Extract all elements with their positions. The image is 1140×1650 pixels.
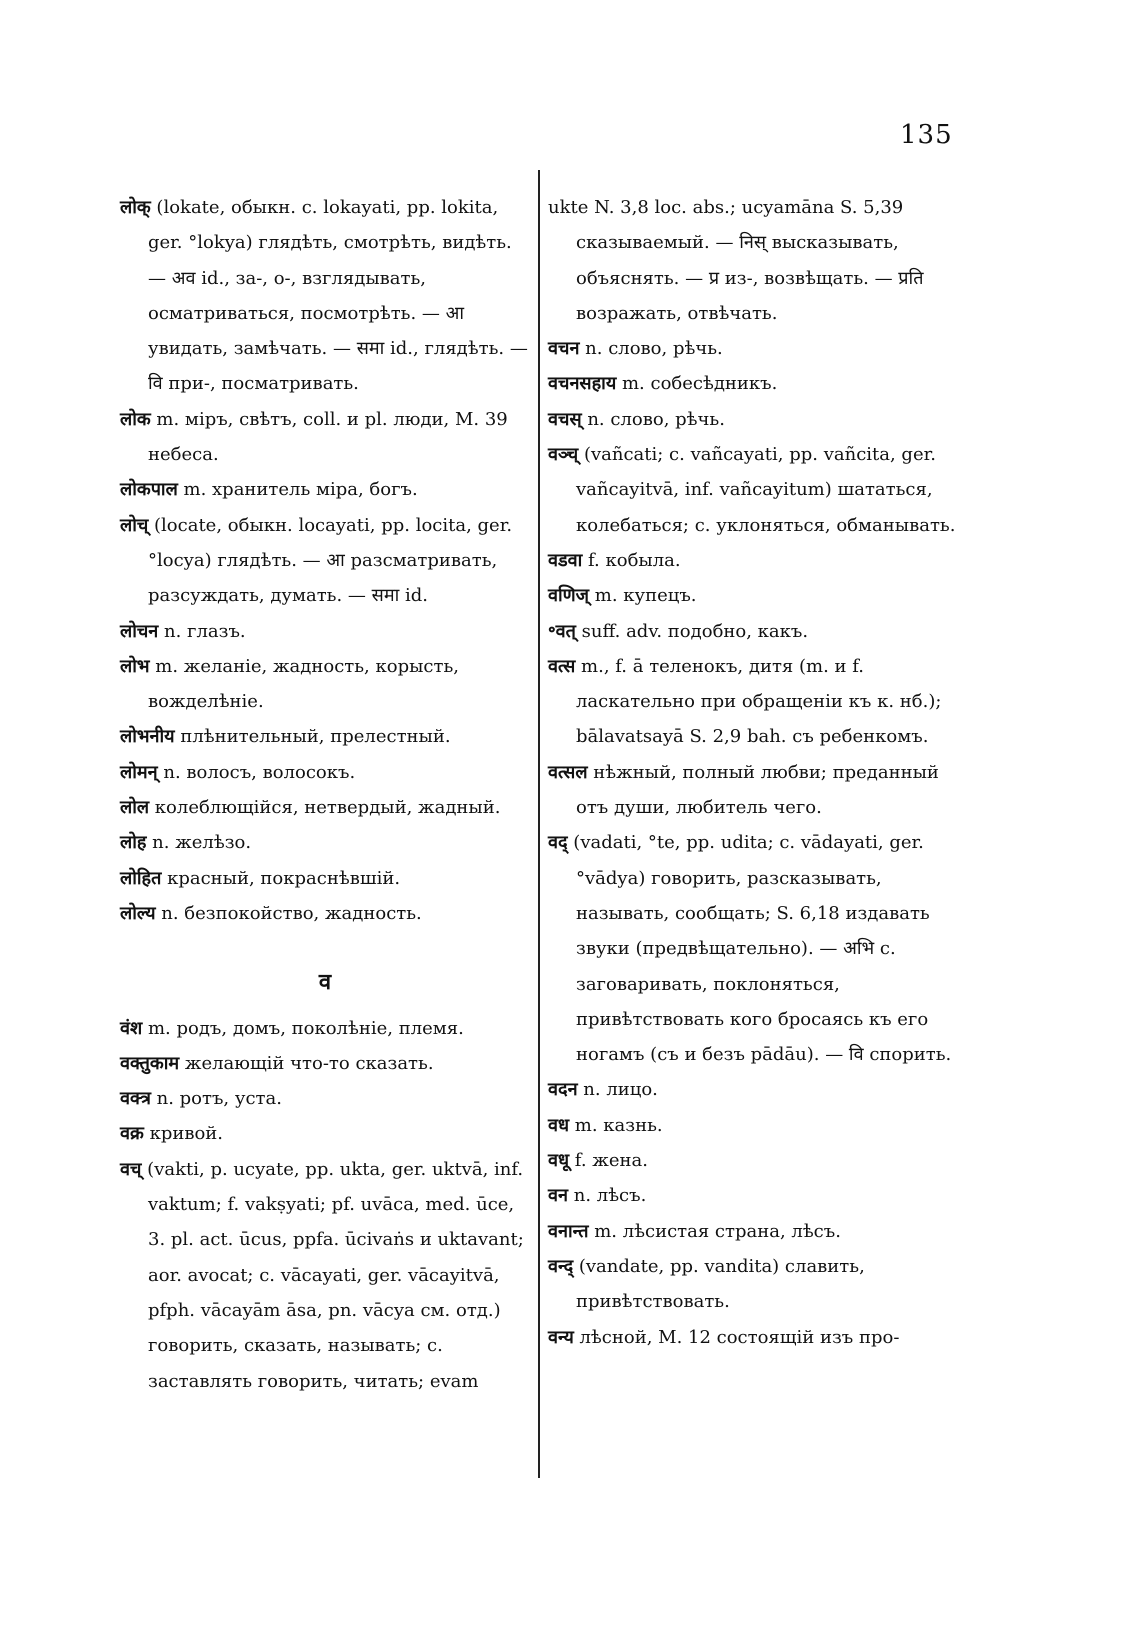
entry-text: (lokate, обыкн. c. lokayati, pp. lokita, ger. °lokya) глядѣть, смотрѣть, видѣть. — अव id., за-, о-, взглядывать, осматриваться, посмотрѣть. — आ увидать, замѣчать. — समा id., глядѣть. — वि при-, посматривать. bbox=[148, 197, 528, 395]
entry-headword: वचन bbox=[548, 338, 580, 360]
dictionary-entry bbox=[120, 896, 530, 931]
entry-headword: वडवा bbox=[548, 549, 583, 571]
dictionary-entry bbox=[548, 578, 958, 613]
dictionary-entry bbox=[548, 649, 958, 755]
entry-headword: वधू bbox=[548, 1150, 570, 1172]
entry-text: красный, покраснѣвшій. bbox=[161, 867, 401, 889]
entry-headword: वचनसहाय bbox=[548, 373, 617, 395]
entry-text: лѣсной, M. 12 состоящій изъ про- bbox=[573, 1326, 900, 1348]
dictionary-entry bbox=[548, 366, 958, 401]
dictionary-entry bbox=[120, 1011, 530, 1046]
entry-headword: लोक bbox=[120, 408, 151, 430]
entry-text: желающій что-то сказать. bbox=[179, 1052, 434, 1074]
entry-text: n. волосъ, волосокъ. bbox=[157, 761, 356, 783]
dictionary-entry bbox=[120, 614, 530, 649]
entry-text: m. казнь. bbox=[569, 1114, 663, 1136]
entry-text: m. лѣсистая страна, лѣсъ. bbox=[588, 1220, 841, 1242]
dictionary-entry bbox=[548, 402, 958, 437]
dictionary-entry bbox=[120, 649, 530, 720]
dictionary-entry bbox=[120, 1152, 530, 1399]
entry-headword: लोल्य bbox=[120, 902, 156, 924]
dictionary-entry bbox=[548, 437, 958, 543]
entry-headword: लोभनीय bbox=[120, 726, 175, 748]
entry-text: нѣжный, полный любви; преданный отъ души, любитель чего. bbox=[576, 761, 939, 819]
entry-headword: वञ्च् bbox=[548, 444, 579, 466]
dictionary-entry bbox=[548, 825, 958, 1072]
entry-headword: वत्सल bbox=[548, 761, 588, 783]
dictionary-entry bbox=[120, 1081, 530, 1116]
right-column bbox=[548, 190, 958, 1355]
left-entries-top bbox=[120, 190, 530, 931]
dictionary-entry bbox=[120, 402, 530, 473]
entry-headword: वक्र bbox=[120, 1123, 144, 1145]
dictionary-entry bbox=[120, 1046, 530, 1081]
left-column bbox=[120, 190, 530, 1399]
entry-headword: लोचन bbox=[120, 620, 159, 642]
dictionary-entry bbox=[120, 190, 530, 402]
dictionary-entry bbox=[548, 1108, 958, 1143]
entry-text: колеблющійся, нетвердый, жадный. bbox=[149, 797, 501, 819]
entry-text: n. слово, рѣчь. bbox=[579, 338, 723, 360]
entry-headword: वनान्त bbox=[548, 1220, 589, 1242]
entry-headword: वदन bbox=[548, 1079, 578, 1101]
dictionary-entry bbox=[548, 1178, 958, 1213]
entry-headword: वचस् bbox=[548, 408, 582, 430]
entry-text: m. собесѣдникъ. bbox=[616, 373, 778, 395]
dictionary-entry bbox=[120, 861, 530, 896]
entry-text: (locate, обыкн. locayati, pp. locita, ger. °locya) глядѣть. — आ разсматривать, разсуждать, думать. — समा id. bbox=[148, 514, 513, 607]
entry-text: m., f. ā теленокъ, дитя (m. и f. ласкательно при обращеніи къ к. нб.); bālavatsayā S. 2,9 bah. съ ребенкомъ. bbox=[575, 655, 942, 748]
entry-headword: वक्तुकाम bbox=[120, 1052, 180, 1074]
entry-text: (vañcati; c. vañcayati, pp. vañcita, ger. vañcayitvā, inf. vañcayitum) шататься, колебаться; c. уклоняться, обманывать. bbox=[576, 444, 956, 536]
column-divider bbox=[538, 170, 540, 1478]
entry-text: m. міръ, свѣтъ, coll. и pl. люди, M. 39 небеса. bbox=[148, 408, 508, 466]
entry-headword: लोल bbox=[120, 797, 150, 819]
entry-text: плѣнительный, прелестный. bbox=[174, 726, 451, 748]
entry-text: (vandate, pp. vandita) славить, привѣтствовать. bbox=[573, 1255, 865, 1313]
dictionary-entry bbox=[548, 1072, 958, 1107]
dictionary-entry bbox=[548, 543, 958, 578]
dictionary-entry bbox=[548, 190, 958, 331]
entry-headword: ॰वत् bbox=[548, 620, 576, 642]
entry-headword: वच् bbox=[120, 1158, 142, 1180]
entry-headword: लोकपाल bbox=[120, 479, 178, 501]
section-heading: व bbox=[318, 969, 332, 996]
dictionary-entry bbox=[548, 614, 958, 649]
entry-text: f. жена. bbox=[569, 1150, 648, 1172]
dictionary-entry bbox=[120, 472, 530, 507]
dictionary-entry bbox=[120, 508, 530, 614]
entry-headword: लोमन् bbox=[120, 761, 158, 783]
left-entries-bottom bbox=[120, 1011, 530, 1399]
dictionary-entry bbox=[548, 1320, 958, 1355]
dictionary-entry bbox=[120, 1116, 530, 1151]
entry-headword: लोक् bbox=[120, 197, 151, 218]
dictionary-entry bbox=[120, 825, 530, 860]
entry-headword: वत्स bbox=[548, 655, 576, 677]
entry-headword: लोह bbox=[120, 832, 147, 854]
dictionary-entry bbox=[548, 1143, 958, 1178]
entry-text: n. глазъ. bbox=[158, 620, 246, 642]
entry-text: кривой. bbox=[143, 1123, 224, 1145]
entry-text: m. хранитель міра, богъ. bbox=[177, 479, 418, 501]
entry-text: m. купецъ. bbox=[589, 585, 697, 607]
dictionary-entry bbox=[548, 1214, 958, 1249]
entry-text: n. лицо. bbox=[577, 1079, 658, 1101]
entry-headword: वध bbox=[548, 1114, 570, 1136]
entry-text: n. лѣсъ. bbox=[568, 1185, 647, 1207]
entry-text: f. кобыла. bbox=[582, 549, 681, 571]
entry-text: (vadati, °te, pp. udita; c. vādayati, ger. °vādya) говорить, разсказывать, называть, сообщать; S. 6,18 издавать звуки (предвѣщательно). — अभि c. заговаривать, поклоняться, привѣтствовать кого бросаясь къ его ногамъ (съ и безъ pādāu). — वि спорить. bbox=[567, 832, 952, 1066]
entry-text: n. слово, рѣчь. bbox=[581, 408, 725, 430]
entry-text: m. желаніе, жадность, корысть, вожделѣніе. bbox=[148, 655, 459, 713]
entry-text: n. желѣзо. bbox=[146, 832, 252, 854]
entry-headword: वणिज् bbox=[548, 585, 590, 607]
entry-headword: वक्त्र bbox=[120, 1088, 151, 1110]
dictionary-entry bbox=[120, 755, 530, 790]
entry-text: n. ротъ, уста. bbox=[150, 1088, 282, 1110]
entry-text: n. безпокойство, жадность. bbox=[155, 902, 422, 924]
entry-headword: वन्य bbox=[548, 1326, 574, 1348]
entry-text: suff. adv. подобно, какъ. bbox=[575, 620, 809, 642]
dictionary-entry bbox=[120, 790, 530, 825]
entry-text: m. родъ, домъ, поколѣніе, племя. bbox=[142, 1017, 464, 1039]
entry-headword: वन्द् bbox=[548, 1255, 574, 1277]
entry-headword: लोभ bbox=[120, 655, 150, 677]
page-number: 135 bbox=[900, 120, 953, 150]
entry-text: (vakti, p. ucyate, pp. ukta, ger. uktvā, inf. vaktum; f. vakṣyati; pf. uvāca, med. ūce, 3. pl. act. ūcus, ppfa. ūcivaṅs и uktavant; aor. avocat; c. vācayati, ger. vācayitvā, pfph. vācayām āsa, pn. vācya см. отд.) говорить, сказать, называть; c. заставлять говорить, читать; evam bbox=[141, 1158, 524, 1392]
right-entries bbox=[548, 190, 958, 1355]
entry-headword: वन bbox=[548, 1185, 568, 1207]
dictionary-entry bbox=[548, 331, 958, 366]
entry-headword: वद् bbox=[548, 832, 568, 854]
entry-headword: वंश bbox=[120, 1017, 143, 1039]
dictionary-entry bbox=[120, 719, 530, 754]
dictionary-entry bbox=[548, 1249, 958, 1320]
entry-headword: लोच् bbox=[120, 514, 149, 536]
entry-headword: लोहित bbox=[120, 867, 162, 889]
dictionary-entry bbox=[548, 755, 958, 826]
entry-text: ukte N. 3,8 loc. abs.; ucyamāna S. 5,39 сказываемый. — निस् высказывать, объяснять. — प्र из-, возвѣщать. — प्रति возражать, отвѣчать. bbox=[548, 197, 924, 324]
